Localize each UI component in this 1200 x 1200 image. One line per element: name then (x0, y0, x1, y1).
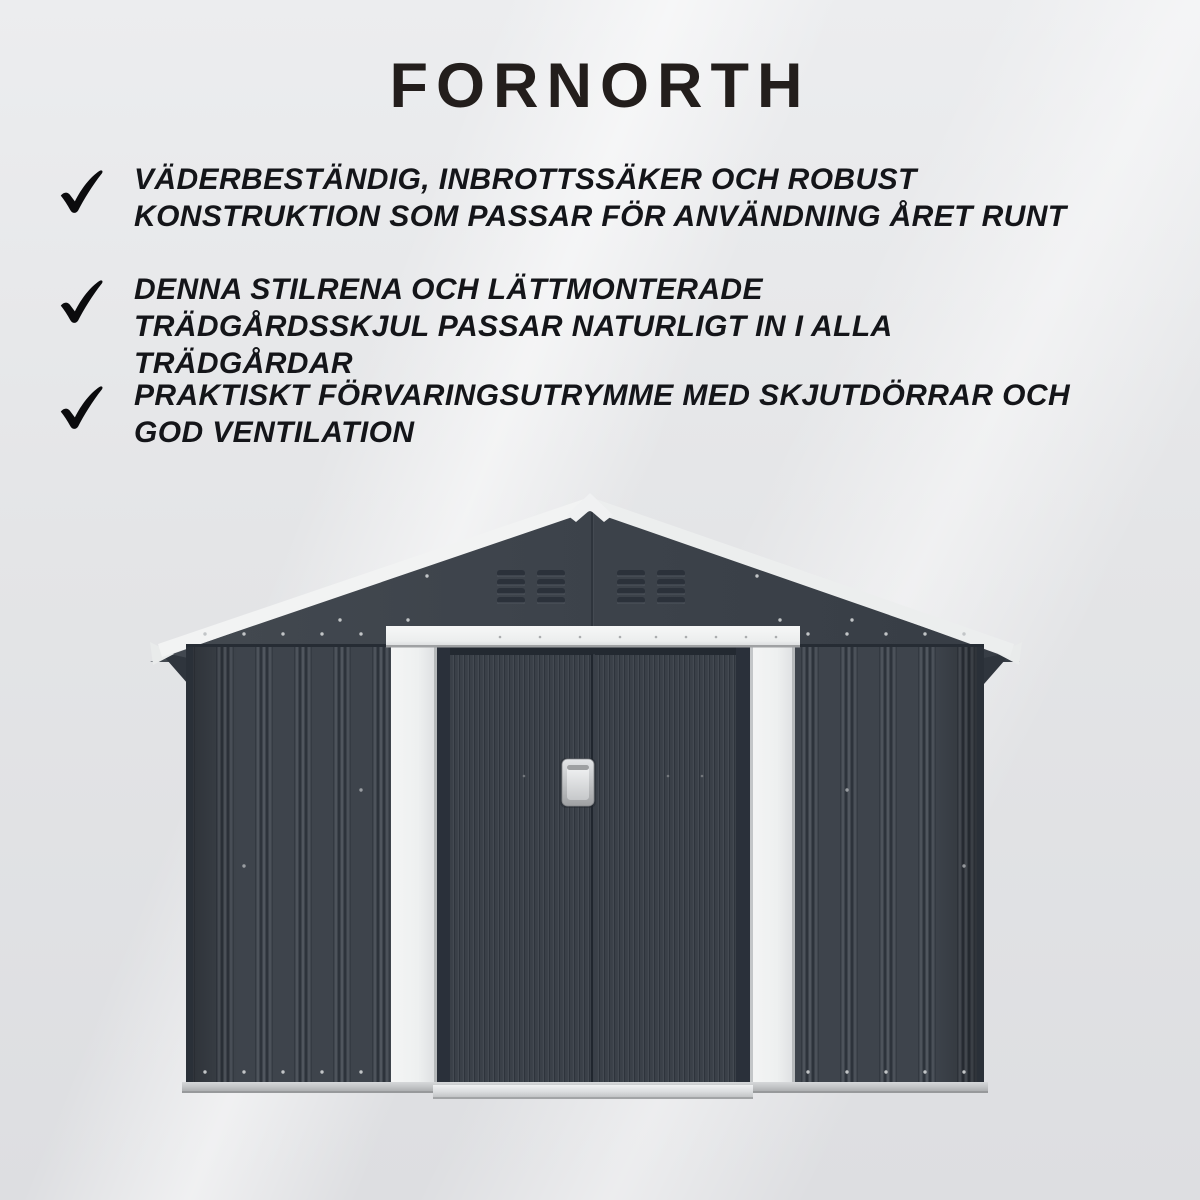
shed-door-trim-left (391, 640, 436, 1086)
shed-door-left (450, 654, 592, 1083)
shed-wall-right (790, 646, 984, 1086)
feature-text: DENNA STILRENA OCH LÄTTMONTERADE TRÄDGÅRDSSKJUL PASSAR NATURLIGT IN I ALLA TRÄDGÅRDAR (134, 273, 892, 380)
shed-door-track-header (386, 626, 800, 648)
feature-text: VÄDERBESTÄNDIG, INBROTTSSÄKER OCH ROBUST KONSTRUKTION SOM PASSAR FÖR ANVÄNDNING ÅRET RUNT (134, 163, 1067, 233)
shed-door-trim-right (750, 640, 795, 1086)
shed-wall-left (186, 646, 396, 1086)
shed-door-recess (436, 646, 750, 1086)
shed-door-right (592, 654, 736, 1083)
shed-door-handle (560, 758, 596, 808)
shed-door-threshold (433, 1085, 753, 1099)
brand-title: FORNORTH (389, 51, 811, 121)
feature-text: PRAKTISKT FÖRVARINGSUTRYMME MED SKJUTDÖRRAR OCH GOD VENTILATION (134, 379, 1071, 449)
